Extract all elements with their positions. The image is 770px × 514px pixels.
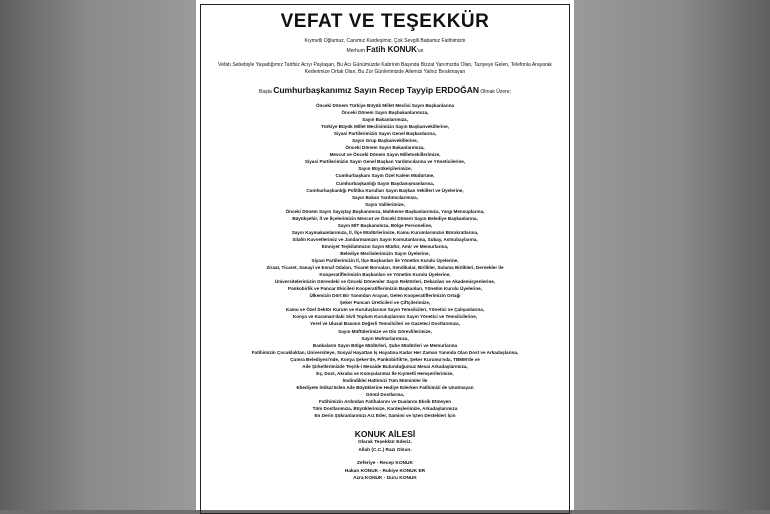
thanks-list-item: Emniyet Teşkilatımızın Sayın Müdür, Amir ve Memurlarına, — [321, 243, 449, 249]
thanks-list-item: Sayın MİT Başkanımıza, Bölge Personeline, — [337, 222, 433, 228]
thanks-list-item: Sayın Grup Başkanvekillerine, — [352, 138, 418, 144]
thanks-list-item: Fatihimizin Ardından Fatihalarını ve Dualarını Eksik Etmeyen — [318, 398, 452, 404]
thanks-list-item: Yerel ve Ulusal Basının Değerli Temsilcileri ve Gazeteci Dostlarımıza, — [310, 321, 460, 327]
thanks-list-item: Aile Şirketlerimizde Teşrik-i Mesaide Bulunduğumuz Mesai Arkadaşlarımıza, — [302, 363, 468, 369]
signers-list — [201, 460, 569, 483]
thanks-list-item: Gönül Dostlarına, — [365, 391, 405, 397]
thanks-list-item: Önceki Dönem Sayın Başbakanlarımıza, — [341, 110, 429, 116]
thanks-list-item: Siyasi Partilerimizin Sayın Genel Başkan Yardımcılarına ve Yöneticilerine, — [304, 159, 466, 165]
thanks-list-item: Şeker Pancarı Üreticileri ve Çiftçilerimize, — [339, 300, 431, 306]
thanks-list-item: Mevcut ve Önceki Dönem Sayın Milletvekillerimize, — [329, 152, 441, 158]
thanks-list-item: Fatihimizin Çocukluktan, Üniversiteye, Sosyal Hayattan İş Hayatına Kadar Her Zaman Yanında Olan Dost ve Arkadaşlarına, — [251, 349, 519, 355]
thanks-list-item: Türkiye Büyük Millet Meclisimizin Sayın Başkanvekillerine, — [321, 124, 449, 130]
thanks-list-item: En Derin Şükranlarımızı Arz Eder, Samimi ve İçten Destekleri İçin — [314, 413, 456, 419]
intro-line: Kıymetli Oğlumuz, Canımız Kardeşimiz, Çok Sevgili Babamız Fatihimizin — [304, 38, 466, 44]
president-line — [201, 85, 569, 97]
president-name: Cumhurbaşkanımız Sayın Recep Tayyip ERDOĞAN — [273, 85, 480, 95]
thanks-list-item: Eş, Dost, Akraba ve Komşularımız İle Kıymetli Hemşerilerimize, — [316, 370, 454, 376]
thanks-list-item: Önceki Dönem Türkiye Büyük Millet Meclisi Sayın Başkanlarına — [315, 103, 455, 108]
thanks-list-item: Üniversitelerimizin Görevdeki ve Önceki Dönemler Sayın Rektörleri, Dekanları ve Akademisyenlerine, — [274, 279, 496, 285]
newspaper-announcement — [196, 0, 574, 510]
thanks-list-item: Siyasi Partilerimizin İl, İlçe Başkanları ile Yönetim Kurulu Üyelerine, — [311, 258, 459, 264]
thanks-list-item: Cumhurbaşkanlığı Sayın Başdanışmanlarına, — [335, 180, 435, 186]
thanks-list-item: Sayın Bakanlarımıza, — [362, 117, 408, 123]
president-suffix: Olmak Üzere; — [480, 89, 511, 95]
thanks-list-item: Cumhurbaşkanlığı Politika Kurulları Sayın Başkan Vekilleri ve Üyelerine, — [306, 187, 464, 193]
announcement-title: VEFAT VE TEŞEKKÜR — [280, 11, 490, 32]
thanks-list-item: Silahlı Kuvvetlerimiz ve Jandarmamızın Sayın Komutanlarına, Subay, Astsubaylarına, — [292, 236, 478, 242]
signer-line: Azra KONUK - Duru KONUK — [353, 476, 417, 482]
thanks-list-item: Sayın Muhtarlarımıza, — [361, 335, 409, 341]
announcement-border — [200, 4, 570, 514]
thanks-list-item: Bankaların Sayın Bölge Müdürleri, Şube Müdürleri ve Memurlarına — [312, 342, 458, 348]
thanks-list-item: Belediye Meclislerimizin Sayın Üyelerine, — [340, 250, 430, 256]
signer-line: Hakan KONUK - Rukiye KONUK ER — [344, 468, 426, 474]
thanks-list-item: Tüm Dostlarımıza, Büyüklerimize, Kardeşlerimize, Arkadaşlarımıza — [312, 406, 458, 412]
thanks-list-item: Sayın Büyükelçilerimize, — [358, 166, 412, 172]
family-title: KONUK AİLESİ — [354, 429, 416, 440]
family-closing-line: Allah (C.C.) Razı Olsun. — [358, 447, 412, 453]
deceased-line — [201, 45, 569, 56]
thanks-list-item: Ülkemizin Dört Bir Yanından Arayan, Gelen Kooperatiflerimizin Ortağı — [309, 293, 461, 299]
thanks-list-item: Önceki Dönem Sayın Sayıştay Başkanımıza, Mahkeme Başkanlarımıza, Yargı Mensuplarına, — [285, 208, 485, 214]
condolence-paragraph: Vefatı Sebebiyle Yaşadığımız Tarifsiz Acıyı Paylaşan, Bu Acı Günümüzde Kabrinin Başında Bizzat Yanımızda Olan, Taziyeye Gelen, Telefonla Arayarak Kederimize Ortak Olan, Bu Zor Günlerimizde Ailemizi Yalnız Bırakmayan — [218, 62, 552, 75]
deceased-prefix: Merhum — [346, 48, 365, 54]
signer-line: Zeferiye - Recep KONUK — [357, 461, 413, 467]
thanks-list-item: Konya ve Karaman'daki Sivil Toplum Kuruluşlarının Sayın Yönetici ve Temsilcilerine, — [292, 314, 478, 320]
thanks-list-item: İmdindiklei Hattimizi Tüm Mümimler ile — [342, 377, 428, 383]
thanks-list-item: Kamu ve Özel Sektör Kurum ve Kuruluşlarının Sayın Temsilcileri, Yönetici ve Çalışanlarına, — [285, 307, 485, 313]
thanks-list-item: Kooperatiflerimizin Başkanları ve Yönetim Kurulu Üyelerine, — [319, 272, 451, 278]
thanks-list-item: Çumra Belediyesi'nde, Konya Şeker'de, Pankobirlik'te, Şeker Kurumu'nda, TBMM'de ve — [290, 356, 480, 362]
thanks-list-item: Ebediyete İntikal Eden Aile Büyüklerine Hediye Ederken Fatihimizi de Unutmayan — [296, 384, 474, 390]
family-closing — [201, 439, 569, 454]
thanks-list-item: Sayın Bakan Yardımcılarımıza, — [351, 194, 419, 200]
thanks-list-item: Sayın Valilerimize, — [365, 201, 405, 207]
deceased-name: Fatih KONUK — [366, 45, 417, 54]
thanks-list-item: Ziraat, Ticaret, Sanayi ve Esnaf Odaları, Ticaret Borsaları, Sendikalar, Birlikler, Sulama Birlikleri, Dernekler ile — [266, 265, 504, 271]
thanks-list-item: Önceki Dönem Sayın Bakanlarımıza, — [345, 145, 425, 151]
family-closing-line: Olarak Teşekkür Ederiz. — [357, 440, 413, 446]
thanks-list-item: Sayın Müftülerimize ve Din Görevlilerimize, — [338, 328, 432, 334]
thanks-list-item: Sayın Kaymakamlarımıza, İl, İlçe Müdürlerimize, Kamu Kurumlarımızın Bürokratlarına, — [291, 229, 479, 235]
blurred-background-left — [0, 0, 196, 510]
thanks-list-item: Büyükşehir, İl ve İlçelerimizin Mevcut ve Önceki Dönem Sayın Belediye Başkanlarına, — [292, 215, 478, 221]
thanks-list-item: Pankobirlik ve Pancar Ekicileri Kooperatiflerimizin Başkanları, Yönetim Kurulu Üyelerine, — [288, 286, 482, 292]
president-prefix: Başta — [259, 89, 272, 95]
blurred-background-right — [574, 0, 770, 510]
thanks-list-item: Siyasi Partilerimizin Sayın Genel Başkanlarına, — [333, 131, 437, 137]
deceased-suffix: 'un — [416, 48, 424, 54]
thanks-list-item: Cumhurbaşkanı Sayın Özel Kalem Müdürüne, — [335, 173, 435, 179]
thanks-list — [201, 102, 569, 419]
